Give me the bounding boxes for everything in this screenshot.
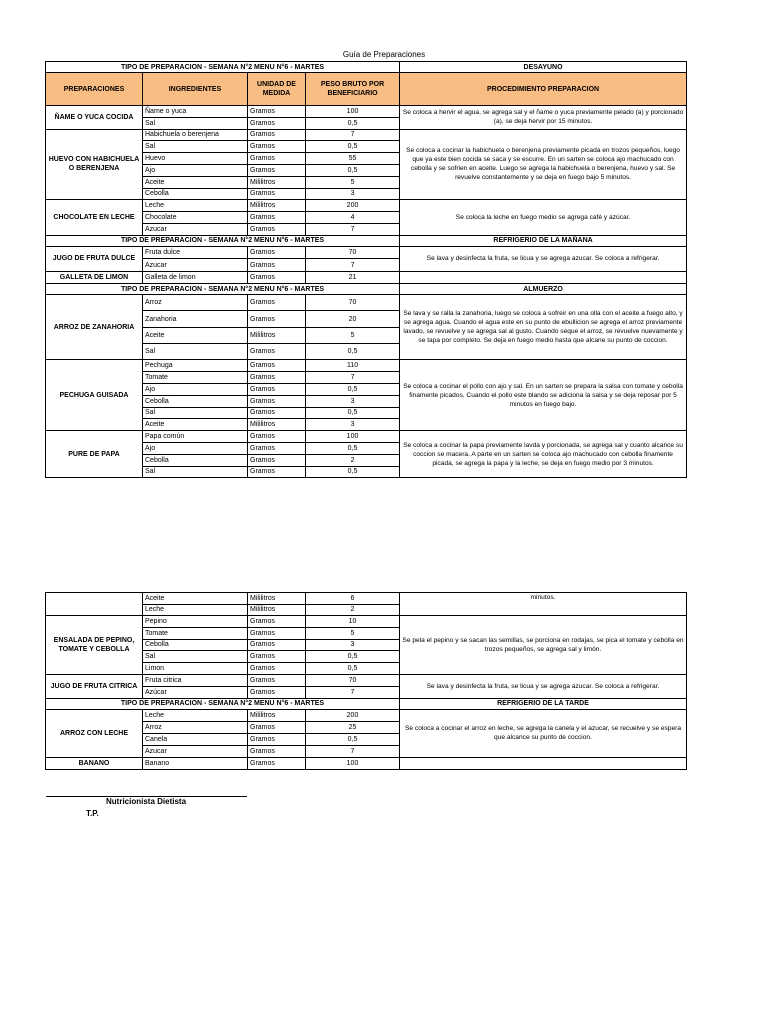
- weight-cell: 200: [306, 709, 400, 721]
- ingredient-cell: Galleta de limon: [143, 272, 248, 284]
- weight-cell: 200: [306, 200, 400, 212]
- weight-cell: 3: [306, 639, 400, 651]
- unit-cell: Gramos: [248, 686, 306, 698]
- ingredient-cell: Aceite: [143, 593, 248, 605]
- section-name-label: REFRIGERIO DE LA TARDE: [400, 698, 687, 709]
- ingredient-cell: Leche: [143, 604, 248, 616]
- weight-cell: 0,5: [306, 733, 400, 745]
- unit-cell: Gramos: [248, 106, 306, 118]
- weight-cell: 7: [306, 745, 400, 757]
- ingredient-cell: Arroz: [143, 295, 248, 311]
- preparation-name: JUGO DE FRUTA CITRICA: [46, 674, 143, 698]
- unit-cell: Gramos: [248, 639, 306, 651]
- preparations-table-page-1: [45, 61, 687, 478]
- ingredient-row: [46, 431, 687, 443]
- ingredient-row: [46, 674, 687, 686]
- ingredient-cell: Sal: [143, 117, 248, 129]
- weight-cell: 7: [306, 223, 400, 235]
- ingredient-cell: Habichuela o berenjena: [143, 129, 248, 141]
- ingredient-row: [46, 593, 687, 605]
- weight-cell: 0,5: [306, 407, 400, 419]
- ingredient-row: [46, 360, 687, 372]
- procedure-text: Se coloca a cocinar el arroz en leche, se agrega la canela y el azucar, se recuelve y se espera que alcance su punto de coccion.: [400, 709, 687, 757]
- prep-block-chocolate: [46, 200, 687, 235]
- weight-cell: 3: [306, 419, 400, 431]
- unit-cell: Gramos: [248, 141, 306, 153]
- unit-cell: Gramos: [248, 674, 306, 686]
- procedure-text: Se coloca a cocinar la papa previamente lavda y porcionada, se agrega sal y cuanto alcance su coccion se macera. A parte en un sarten se coloca ajo machucado con cebolla finamente picada, se agrega la papa y la leche, se deja en fuego medio por 3 minutos.: [400, 431, 687, 478]
- unit-cell: Gramos: [248, 454, 306, 466]
- prep-block-pechuga: [46, 360, 687, 431]
- ingredient-cell: Tomate: [143, 372, 248, 384]
- col-header-ingredientes: INGREDIENTES: [143, 73, 248, 106]
- section-name-label: ALMUERZO: [400, 284, 687, 295]
- ingredient-cell: Aceite: [143, 327, 248, 343]
- unit-cell: Mililitros: [248, 176, 306, 188]
- unit-cell: Gramos: [248, 745, 306, 757]
- weight-cell: 0,5: [306, 651, 400, 663]
- unit-cell: Gramos: [248, 164, 306, 176]
- unit-cell: Mililitros: [248, 200, 306, 212]
- ingredient-row: [46, 200, 687, 212]
- weight-cell: 0,5: [306, 164, 400, 176]
- section-header-almuerzo: [46, 284, 687, 295]
- unit-cell: Gramos: [248, 129, 306, 141]
- weight-cell: 0,5: [306, 663, 400, 675]
- ingredient-cell: Cebolla: [143, 188, 248, 200]
- col-header-preparaciones: PREPARACIONES: [46, 73, 143, 106]
- ingredient-row: [46, 757, 687, 769]
- ingredient-cell: Sal: [143, 141, 248, 153]
- ingredient-cell: Arroz: [143, 721, 248, 733]
- prep-block-banano: [46, 757, 687, 769]
- ingredient-cell: Azucar: [143, 745, 248, 757]
- ingredient-cell: Azucar: [143, 223, 248, 235]
- procedure-text: minutos.: [400, 593, 687, 616]
- unit-cell: Gramos: [248, 383, 306, 395]
- weight-cell: 0,5: [306, 466, 400, 478]
- section-type-label: TIPO DE PREPARACION - SEMANA N°2 MENU N°6 - MARTES: [46, 698, 400, 709]
- preparation-name: ARROZ CON LECHE: [46, 709, 143, 757]
- weight-cell: 70: [306, 246, 400, 259]
- prep-block-jugo-dulce: [46, 246, 687, 271]
- ingredient-cell: Aceite: [143, 419, 248, 431]
- signature-tp: T.P.: [86, 809, 99, 818]
- unit-cell: Gramos: [248, 223, 306, 235]
- prep-block-galleta: [46, 272, 687, 284]
- ingredient-cell: Ajo: [143, 442, 248, 454]
- section-type-label: TIPO DE PREPARACION - SEMANA N°2 MENU N°6 - MARTES: [46, 235, 400, 246]
- weight-cell: 0,5: [306, 141, 400, 153]
- unit-cell: Gramos: [248, 407, 306, 419]
- ingredient-cell: Ajo: [143, 164, 248, 176]
- weight-cell: 100: [306, 431, 400, 443]
- unit-cell: Gramos: [248, 117, 306, 129]
- prep-block-pure-continued: [46, 593, 687, 616]
- unit-cell: Gramos: [248, 311, 306, 327]
- weight-cell: 100: [306, 106, 400, 118]
- ingredient-cell: Cebolla: [143, 395, 248, 407]
- weight-cell: 2: [306, 454, 400, 466]
- weight-cell: 4: [306, 212, 400, 224]
- prep-block-jugo-citrica: [46, 674, 687, 698]
- unit-cell: Gramos: [248, 757, 306, 769]
- preparation-name: CHOCOLATE EN LECHE: [46, 200, 143, 235]
- unit-cell: Mililitros: [248, 709, 306, 721]
- weight-cell: 10: [306, 616, 400, 628]
- procedure-text: Se coloca a hervir el agua, se agrega sal y el ñame o yuca previamente pelado (a) y porcionado (a), se deja hervir por 15 minutos.: [400, 106, 687, 130]
- section-header-desayuno: [46, 62, 687, 73]
- weight-cell: 7: [306, 686, 400, 698]
- ingredient-cell: Chocolate: [143, 212, 248, 224]
- preparation-name: ÑAME O YUCA COCIDA: [46, 106, 143, 130]
- ingredient-cell: Tomate: [143, 627, 248, 639]
- ingredient-cell: Zanahoria: [143, 311, 248, 327]
- ingredient-cell: Fruta citrica: [143, 674, 248, 686]
- section-header-refrigerio-tarde: [46, 698, 687, 709]
- preparation-name: GALLETA DE LIMON: [46, 272, 143, 284]
- preparation-name: ARROZ DE ZANAHORIA: [46, 295, 143, 360]
- section-name-label: REFRIGERIO DE LA MAÑANA: [400, 235, 687, 246]
- unit-cell: Mililitros: [248, 327, 306, 343]
- ingredient-cell: Leche: [143, 709, 248, 721]
- procedure-text: Se pela el pepino y se sacan las semillas, se porciona en rodajas, se pica el tomate y cebolla en trozos pequeños, se agrega sal y limón.: [400, 616, 687, 675]
- ingredient-cell: Canela: [143, 733, 248, 745]
- weight-cell: 25: [306, 721, 400, 733]
- ingredient-cell: Aceite: [143, 176, 248, 188]
- weight-cell: 70: [306, 674, 400, 686]
- weight-cell: 5: [306, 627, 400, 639]
- weight-cell: 7: [306, 259, 400, 272]
- column-header-row: [46, 73, 687, 106]
- weight-cell: 2: [306, 604, 400, 616]
- ingredient-cell: Pepino: [143, 616, 248, 628]
- weight-cell: 55: [306, 153, 400, 165]
- ingredient-cell: Leche: [143, 200, 248, 212]
- ingredient-cell: Huevo: [143, 153, 248, 165]
- unit-cell: Gramos: [248, 246, 306, 259]
- ingredient-cell: Ajo: [143, 383, 248, 395]
- prep-block-name: [46, 106, 687, 130]
- unit-cell: Gramos: [248, 188, 306, 200]
- preparation-name: BANANO: [46, 757, 143, 769]
- section-name-label: DESAYUNO: [400, 62, 687, 73]
- ingredient-row: [46, 246, 687, 259]
- unit-cell: Gramos: [248, 372, 306, 384]
- ingredient-row: [46, 709, 687, 721]
- ingredient-cell: Azúcar: [143, 686, 248, 698]
- col-header-unidad: UNIDAD DE MEDIDA: [248, 73, 306, 106]
- weight-cell: 110: [306, 360, 400, 372]
- unit-cell: Gramos: [248, 442, 306, 454]
- preparations-table-page-2: [45, 592, 687, 770]
- preparation-name: [46, 593, 143, 616]
- unit-cell: Gramos: [248, 733, 306, 745]
- weight-cell: 21: [306, 272, 400, 284]
- col-header-procedimiento: PROCEDIMIENTO PREPARACION: [400, 73, 687, 106]
- procedure-text: Se lava y desinfecta la fruta, se licua y se agrega azucar. Se coloca a refrigerar.: [400, 246, 687, 271]
- unit-cell: Gramos: [248, 212, 306, 224]
- unit-cell: Mililitros: [248, 419, 306, 431]
- unit-cell: Gramos: [248, 721, 306, 733]
- procedure-text: Se coloca la leche en fuego medio se agrega café y azúcar.: [400, 200, 687, 235]
- preparation-name: ENSALADA DE PEPINO, TOMATE Y CEBOLLA: [46, 616, 143, 675]
- unit-cell: Gramos: [248, 360, 306, 372]
- ingredient-cell: Limon: [143, 663, 248, 675]
- unit-cell: Mililitros: [248, 604, 306, 616]
- weight-cell: 5: [306, 176, 400, 188]
- unit-cell: Gramos: [248, 627, 306, 639]
- ingredient-row: [46, 129, 687, 141]
- signature-role: Nutricionista Dietista: [106, 797, 187, 806]
- ingredient-row: [46, 272, 687, 284]
- weight-cell: 7: [306, 372, 400, 384]
- unit-cell: Gramos: [248, 663, 306, 675]
- ingredient-cell: Ñame o yuca: [143, 106, 248, 118]
- preparation-name: PURE DE PAPA: [46, 431, 143, 478]
- procedure-text: Se coloca a cocinar la habichuela o berenjena previamente picada en trozos pequeños, luego que ya este bien cocida se saca y se escurre. En un sarten se coloca ajo machucado con cebolla y se sofrien en aceite. Luego se agrega la habichuela o berenjena, huevo y sal. Se revuelve constantemente y se deja en fuego bajo 5 minutos.: [400, 129, 687, 200]
- procedure-text: Se lava y se ralla la zanahoria, luego se coloca a sofreir en una olla con el aceite a fuego alto, y se agrega agua. Cuando el agua este en su punto de ebullicion se agrega el arroz previamente lavado, se revuelve y se agrega sal al gusto. Cuando seque el arroz, se revuelve nuevamente y se tapa por completo. Se deja en fuego medio hasta que alcane su punto de coccion.: [400, 295, 687, 360]
- ingredient-row: [46, 616, 687, 628]
- ingredient-cell: Fruta dulce: [143, 246, 248, 259]
- document-title: Guía de Preparaciones: [342, 50, 426, 59]
- unit-cell: Gramos: [248, 344, 306, 360]
- ingredient-row: [46, 295, 687, 311]
- page-break-gap: [45, 484, 686, 492]
- prep-block-arroz-zanahoria: [46, 295, 687, 360]
- unit-cell: Gramos: [248, 466, 306, 478]
- weight-cell: 7: [306, 129, 400, 141]
- section-header-refrigerio-manana: [46, 235, 687, 246]
- weight-cell: 0,5: [306, 344, 400, 360]
- unit-cell: Gramos: [248, 431, 306, 443]
- section-type-label: TIPO DE PREPARACION - SEMANA N°2 MENU N°6 - MARTES: [46, 62, 400, 73]
- ingredient-cell: Cebolla: [143, 454, 248, 466]
- unit-cell: Gramos: [248, 651, 306, 663]
- unit-cell: Gramos: [248, 616, 306, 628]
- preparation-name: HUEVO CON HABICHUELA O BERENJENA: [46, 129, 143, 200]
- preparation-name: PECHUGA GUISADA: [46, 360, 143, 431]
- ingredient-cell: Sal: [143, 344, 248, 360]
- ingredient-cell: Sal: [143, 466, 248, 478]
- weight-cell: 3: [306, 188, 400, 200]
- weight-cell: 0,5: [306, 442, 400, 454]
- procedure-text: Se lava y desinfecta la fruta, se licua y se agrega azucar. Se coloca a refrigerar.: [400, 674, 687, 698]
- unit-cell: Mililitros: [248, 593, 306, 605]
- ingredient-cell: Papa común: [143, 431, 248, 443]
- weight-cell: 70: [306, 295, 400, 311]
- unit-cell: Gramos: [248, 272, 306, 284]
- unit-cell: Gramos: [248, 395, 306, 407]
- prep-block-pure: [46, 431, 687, 478]
- procedure-text: Se coloca a cocinar el pollo con ajo y sal. En un sarten se prepara la salsa con tomate y cebolla finamente picados. Cuando el pollo este blando se adiciona la salsa y se deja reposar por 5 minutos en fuego bajo.: [400, 360, 687, 431]
- weight-cell: 20: [306, 311, 400, 327]
- ingredient-cell: Banano: [143, 757, 248, 769]
- prep-block-arroz-leche: [46, 709, 687, 757]
- prep-block-ensalada: [46, 616, 687, 675]
- unit-cell: Gramos: [248, 259, 306, 272]
- ingredient-row: [46, 106, 687, 118]
- section-type-label: TIPO DE PREPARACION - SEMANA N°2 MENU N°6 - MARTES: [46, 284, 400, 295]
- weight-cell: 0,5: [306, 117, 400, 129]
- preparation-name: JUGO DE FRUTA DULCE: [46, 246, 143, 271]
- procedure-text: [400, 757, 687, 769]
- col-header-peso: PESO BRUTO POR BENEFICIARIO: [306, 73, 400, 106]
- weight-cell: 100: [306, 757, 400, 769]
- ingredient-cell: Sal: [143, 651, 248, 663]
- weight-cell: 5: [306, 327, 400, 343]
- unit-cell: Gramos: [248, 295, 306, 311]
- weight-cell: 0,5: [306, 383, 400, 395]
- ingredient-cell: Azucar: [143, 259, 248, 272]
- weight-cell: 6: [306, 593, 400, 605]
- prep-block-huevo: [46, 129, 687, 200]
- ingredient-cell: Pechuga: [143, 360, 248, 372]
- weight-cell: 3: [306, 395, 400, 407]
- procedure-text: [400, 272, 687, 284]
- unit-cell: Gramos: [248, 153, 306, 165]
- ingredient-cell: Cebolla: [143, 639, 248, 651]
- ingredient-cell: Sal: [143, 407, 248, 419]
